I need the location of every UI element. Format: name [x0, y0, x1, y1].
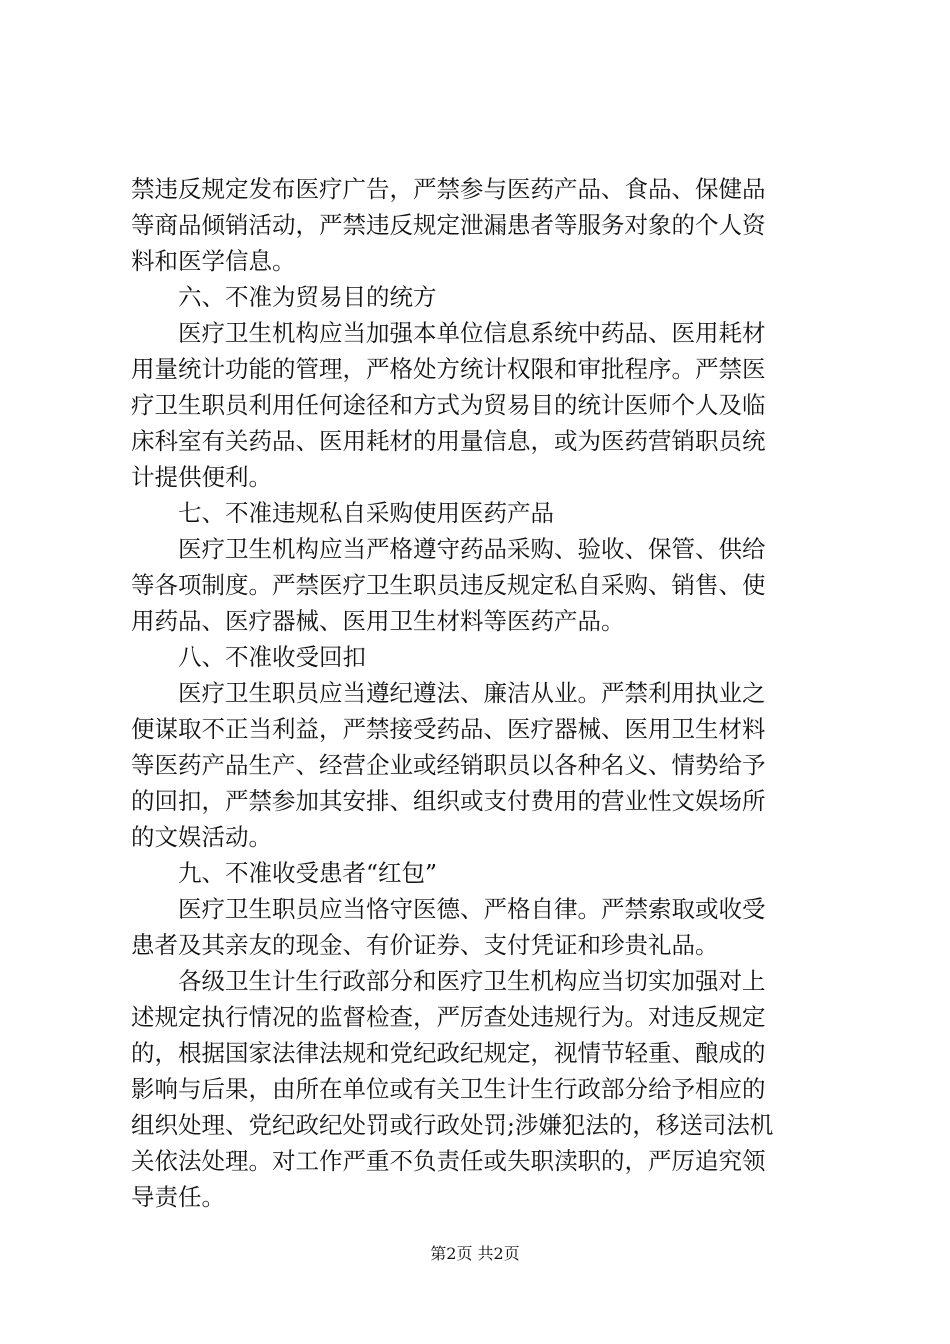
text-line: 计提供便利。	[131, 463, 272, 491]
page-footer: 第2页 共2页	[430, 1244, 520, 1263]
text-line: 影响与后果，由所在单位或有关卫生计生行政部分给予相应的	[131, 1075, 766, 1103]
text-line: 关依法处理。对工作严重不负责任或失职渎职的，严厉追究领	[131, 1147, 766, 1175]
text-line: 床科室有关药品、医用耗材的用量信息，或为医药营销职员统	[131, 427, 766, 455]
text-line: 等医药产品生产、经营企业或经销职员以各种名义、情势给予	[131, 751, 766, 779]
text-line: 医疗卫生机构应当严格遵守药品采购、验收、保管、供给	[178, 535, 766, 563]
section-heading: 六、不准为贸易目的统方	[178, 283, 437, 311]
text-line: 料和医学信息。	[131, 247, 296, 275]
section-heading: 七、不准违规私自采购使用医药产品	[178, 499, 554, 527]
text-line: 疗卫生职员利用任何途径和方式为贸易目的统计医师个人及临	[131, 391, 766, 419]
text-line: 组织处理、党纪政纪处罚或行政处罚;涉嫌犯法的，移送司法机	[131, 1111, 774, 1139]
section-heading: 八、不准收受回扣	[178, 643, 366, 671]
text-line: 的，根据国家法律法规和党纪政纪规定，视情节轻重、酿成的	[131, 1039, 766, 1067]
text-line: 医疗卫生职员应当遵纪遵法、廉洁从业。严禁利用执业之	[178, 679, 766, 707]
text-line: 等各项制度。严禁医疗卫生职员违反规定私自采购、销售、使	[131, 571, 766, 599]
text-line: 禁违反规定发布医疗广告，严禁参与医药产品、食品、保健品	[131, 175, 766, 203]
section-heading: 九、不准收受患者“红包”	[178, 859, 438, 887]
text-line: 的回扣，严禁参加其安排、组织或支付费用的营业性文娱场所	[131, 787, 766, 815]
text-line: 医疗卫生机构应当加强本单位信息系统中药品、医用耗材	[178, 319, 766, 347]
text-line: 各级卫生计生行政部分和医疗卫生机构应当切实加强对上	[178, 967, 766, 995]
text-line: 医疗卫生职员应当恪守医德、严格自律。严禁索取或收受	[178, 895, 766, 923]
text-line: 导责任。	[131, 1183, 225, 1211]
text-line: 便谋取不正当利益，严禁接受药品、医疗器械、医用卫生材料	[131, 715, 766, 743]
text-line: 等商品倾销活动，严禁违反规定泄漏患者等服务对象的个人资	[131, 211, 766, 239]
text-line: 患者及其亲友的现金、有价证券、支付凭证和珍贵礼品。	[131, 931, 719, 959]
text-line: 用量统计功能的管理，严格处方统计权限和审批程序。严禁医	[131, 355, 766, 383]
text-line: 用药品、医疗器械、医用卫生材料等医药产品。	[131, 607, 625, 635]
text-line: 的文娱活动。	[131, 823, 272, 851]
text-line: 述规定执行情况的监督检查，严厉查处违规行为。对违反规定	[131, 1003, 766, 1031]
